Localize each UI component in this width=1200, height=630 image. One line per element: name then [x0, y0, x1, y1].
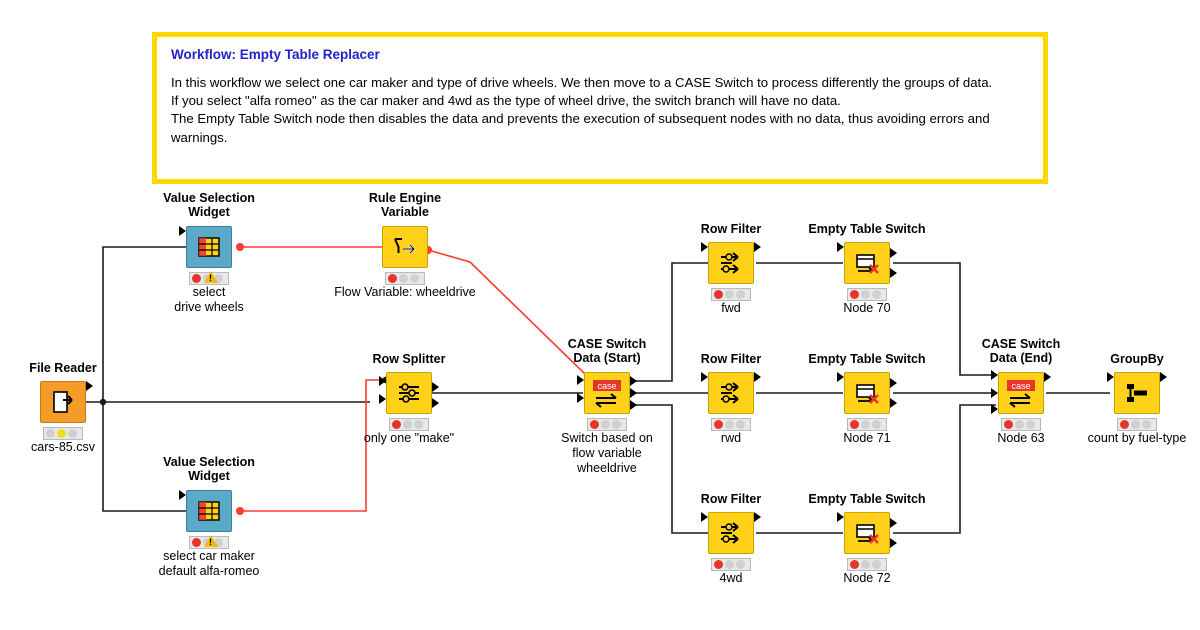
value-selection-widget-icon: [186, 226, 232, 268]
status-bar: [847, 418, 887, 431]
node-vsw-wheels-subtitle: select drive wheels: [174, 285, 244, 314]
port-out-top: [432, 382, 439, 392]
row-filter-icon: [708, 242, 754, 284]
node-row-filter-rwd[interactable]: [700, 352, 762, 445]
node-row-filter-4wd-subtitle: 4wd: [719, 571, 743, 585]
node-ets-71-title: Empty Table Switch: [808, 352, 926, 367]
node-case-switch-start[interactable]: [561, 336, 653, 475]
port-out-1: [890, 378, 897, 388]
status-bar: [847, 558, 887, 571]
port-in-variable: [379, 376, 386, 386]
status-bar: [587, 418, 627, 431]
port-in: [837, 512, 844, 522]
node-empty-table-switch-71[interactable]: [808, 352, 926, 445]
port-out-bottom: [432, 398, 439, 408]
empty-table-switch-icon: [844, 512, 890, 554]
empty-table-switch-icon: [844, 372, 890, 414]
warning-icon: !: [204, 535, 218, 547]
status-bar: [711, 288, 751, 301]
node-row-splitter-title: Row Splitter: [372, 352, 446, 367]
status-bar: [711, 558, 751, 571]
node-case-switch-start-title: CASE Switch Data (Start): [567, 336, 647, 366]
status-bar: [847, 288, 887, 301]
status-bar: [1001, 418, 1041, 431]
port-in: [837, 242, 844, 252]
node-ets-71-subtitle: Node 71: [843, 431, 891, 445]
port-out: [1044, 372, 1051, 382]
port-in-1: [991, 370, 998, 380]
port-out-3: [630, 400, 637, 410]
row-splitter-icon: [386, 372, 432, 414]
case-switch-icon: [584, 372, 630, 414]
status-bar: [1117, 418, 1157, 431]
port-out: [754, 512, 761, 522]
port-in: [379, 394, 386, 404]
node-vsw-maker-subtitle: select car maker default alfa-romeo: [158, 549, 260, 578]
status-bar: [43, 427, 83, 440]
node-row-filter-fwd-title: Row Filter: [700, 222, 762, 237]
status-bar: [389, 418, 429, 431]
svg-text:case: case: [1011, 381, 1031, 391]
node-empty-table-switch-70[interactable]: [808, 222, 926, 315]
port-out: [86, 381, 93, 391]
workflow-annotation: [152, 32, 1048, 184]
node-case-switch-start-subtitle: Switch based on flow variable wheeldrive: [561, 431, 653, 475]
port-in: [701, 242, 708, 252]
node-row-filter-4wd-title: Row Filter: [700, 492, 762, 507]
annotation-line-1: In this workflow we select one car maker and type of drive wheels. We then move to a CASE Switch to process differently the groups of data.: [171, 75, 993, 90]
node-group-by-subtitle: count by fuel-type: [1087, 431, 1187, 445]
node-row-splitter-subtitle: only one "make": [363, 431, 455, 445]
port-in-3: [991, 404, 998, 414]
port-out: [754, 242, 761, 252]
node-file-reader[interactable]: [29, 361, 97, 454]
node-row-filter-fwd-subtitle: fwd: [721, 301, 741, 315]
port-out-2: [890, 268, 897, 278]
warning-icon: !: [204, 271, 218, 283]
node-rule-engine-subtitle: Flow Variable: wheeldrive: [334, 285, 476, 299]
node-case-switch-end-subtitle: Node 63: [997, 431, 1045, 445]
svg-text:case: case: [597, 381, 617, 391]
node-row-filter-4wd[interactable]: [700, 492, 762, 585]
node-vsw-wheels-title: Value Selection Widget: [163, 190, 255, 220]
node-rule-engine-variable[interactable]: [334, 190, 476, 299]
node-file-reader-title: File Reader: [29, 361, 97, 376]
node-rule-engine-title: Rule Engine Variable: [368, 190, 442, 220]
status-bar: [385, 272, 425, 285]
node-value-selection-widget-wheels[interactable]: [163, 190, 255, 314]
port-in-2: [991, 388, 998, 398]
node-row-splitter[interactable]: [363, 352, 455, 445]
port-in: [577, 393, 584, 403]
node-case-switch-end[interactable]: [981, 336, 1061, 445]
port-in: [701, 512, 708, 522]
port-in: [701, 372, 708, 382]
port-in: [837, 372, 844, 382]
node-row-filter-fwd[interactable]: [700, 222, 762, 315]
annotation-line-3: The Empty Table Switch node then disables the data and prevents the execution of subsequent nodes with no data, thus avoiding errors and warnings.: [171, 111, 990, 145]
annotation-title: Workflow: Empty Table Replacer: [171, 47, 380, 62]
port-in-variable: [577, 375, 584, 385]
port-in: [1107, 372, 1114, 382]
node-vsw-maker-title: Value Selection Widget: [163, 454, 255, 484]
node-ets-70-subtitle: Node 70: [843, 301, 891, 315]
annotation-line-2: If you select "alfa romeo" as the car maker and 4wd as the type of wheel drive, the switch branch will have no data.: [171, 93, 841, 109]
port-out-2: [890, 398, 897, 408]
node-file-reader-subtitle: cars-85.csv: [31, 440, 95, 454]
node-row-filter-rwd-subtitle: rwd: [720, 431, 742, 445]
node-ets-70-title: Empty Table Switch: [808, 222, 926, 237]
port-out-1: [630, 376, 637, 386]
file-reader-icon: [40, 381, 86, 423]
rule-engine-variable-icon: [382, 226, 428, 268]
node-ets-72-title: Empty Table Switch: [808, 492, 926, 507]
port-in: [179, 226, 186, 236]
group-by-icon: [1114, 372, 1160, 414]
node-ets-72-subtitle: Node 72: [843, 571, 891, 585]
port-in: [179, 490, 186, 500]
port-out-1: [890, 248, 897, 258]
node-row-filter-rwd-title: Row Filter: [700, 352, 762, 367]
port-out-2: [630, 388, 637, 398]
node-group-by-title: GroupBy: [1110, 352, 1164, 367]
node-empty-table-switch-72[interactable]: [808, 492, 926, 585]
port-out-2: [890, 538, 897, 548]
value-selection-widget-icon: [186, 490, 232, 532]
port-out-1: [890, 518, 897, 528]
node-case-switch-end-title: CASE Switch Data (End): [981, 336, 1061, 366]
empty-table-switch-icon: [844, 242, 890, 284]
port-out: [1160, 372, 1167, 382]
port-out: [754, 372, 761, 382]
status-bar: [711, 418, 751, 431]
row-filter-icon: [708, 512, 754, 554]
case-switch-icon: [998, 372, 1044, 414]
node-value-selection-widget-maker[interactable]: [158, 454, 260, 578]
row-filter-icon: [708, 372, 754, 414]
node-group-by[interactable]: [1087, 352, 1187, 445]
